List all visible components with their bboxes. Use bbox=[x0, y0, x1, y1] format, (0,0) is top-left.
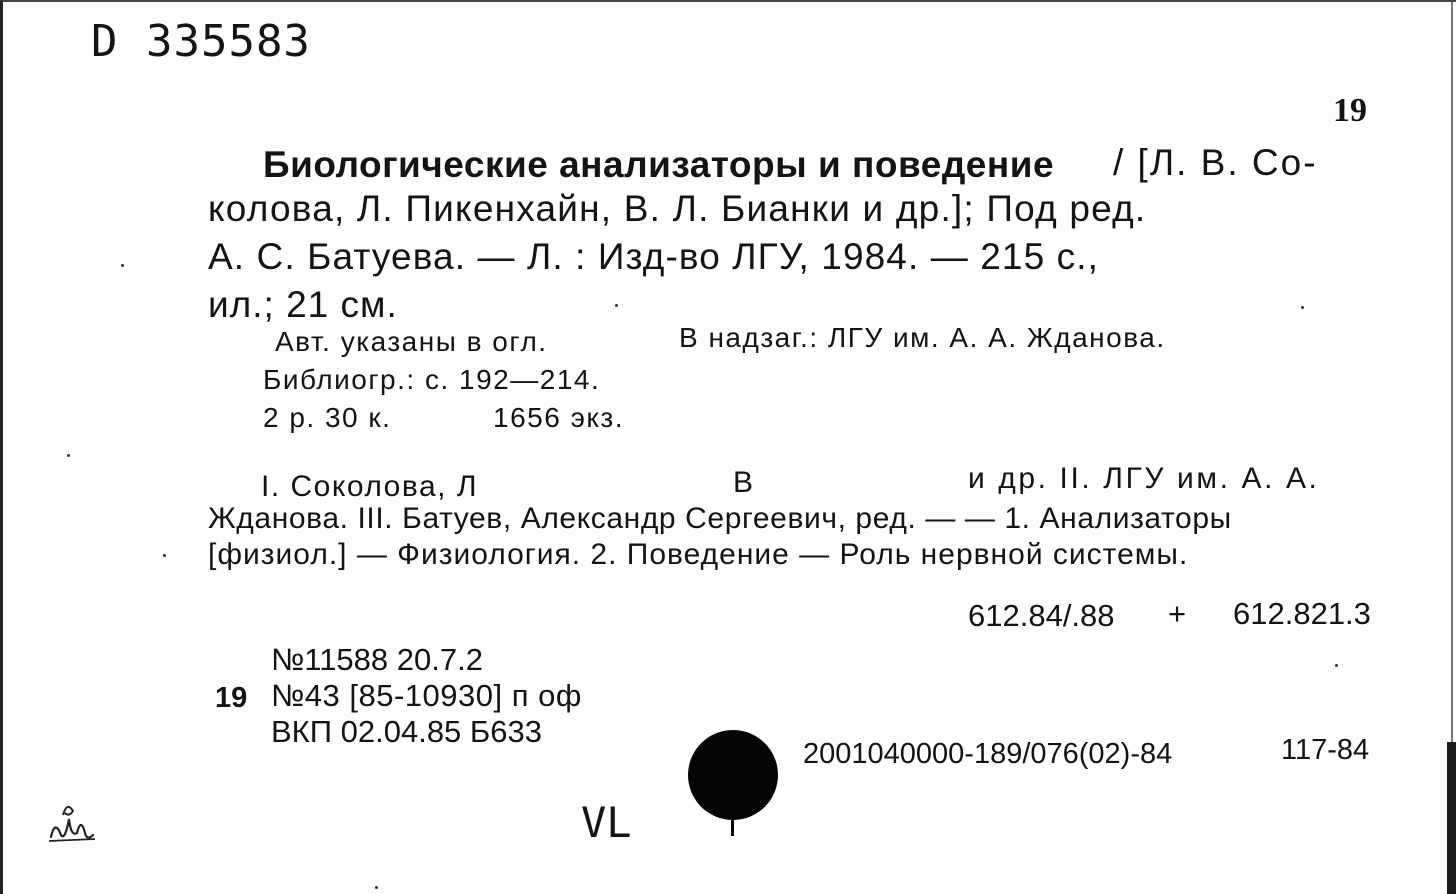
udc-plus: + bbox=[1168, 596, 1187, 631]
tracing-line-1b: В bbox=[733, 466, 754, 499]
registry-line-3: ВКП 02.04.85 Б633 bbox=[271, 714, 542, 749]
note-bibliography: Библиогр.: с. 192—214. bbox=[263, 364, 601, 395]
code-number: 2001040000-189/076(02)-84 bbox=[803, 738, 1173, 770]
tracing-line-1a: I. Соколова, Л bbox=[261, 470, 479, 503]
speck bbox=[1335, 664, 1338, 667]
speck bbox=[615, 304, 618, 307]
tracing-line-1c: и др. II. ЛГУ им. А. А. bbox=[968, 462, 1320, 495]
speck bbox=[67, 454, 70, 457]
punch-hole-tail bbox=[731, 814, 734, 836]
note-authors: Авт. указаны в огл. bbox=[275, 326, 548, 357]
note-price: 2 р. 30 к. bbox=[263, 402, 392, 433]
udc-secondary: 612.821.3 bbox=[1233, 596, 1371, 631]
udc-primary: 612.84/.88 bbox=[968, 598, 1115, 633]
speck bbox=[1301, 306, 1304, 309]
note-print-run: 1656 экз. bbox=[493, 402, 625, 433]
speck bbox=[375, 886, 378, 889]
speck bbox=[163, 554, 166, 557]
description-line-2: колова, Л. Пикенхайн, В. Л. Бианки и др.]; Под ред. bbox=[208, 188, 1147, 229]
registry-line-1: №11588 20.7.2 bbox=[271, 642, 483, 677]
code-index: 117-84 bbox=[1281, 734, 1370, 766]
tracing-line-2: Жданова. III. Батуев, Александр Сергеевич, ред. — — 1. Анализаторы bbox=[208, 502, 1232, 535]
note-header-title: В надзаг.: ЛГУ им. А. А. Жданова. bbox=[679, 322, 1166, 353]
speck bbox=[121, 264, 124, 267]
tracing-line-3: [физиол.] — Физиология. 2. Поведение — Роль нервной системы. bbox=[208, 538, 1189, 571]
registry-prefix: 19 bbox=[215, 682, 248, 714]
book-title: Биологические анализаторы и поведение bbox=[263, 144, 1055, 185]
card-edge-shadow bbox=[1447, 742, 1456, 894]
stamp-vl: VL bbox=[581, 798, 632, 847]
description-line-4: ил.; 21 см. bbox=[208, 284, 398, 325]
punch-hole bbox=[688, 730, 778, 820]
corner-number: 19 bbox=[1333, 92, 1367, 129]
description-line-1: / [Л. В. Со- bbox=[1113, 142, 1318, 183]
registry-line-2: №43 [85-10930] п оф bbox=[271, 678, 582, 713]
accession-number: D 335583 bbox=[91, 16, 311, 67]
handwritten-mark-icon bbox=[41, 797, 101, 847]
description-line-3: А. С. Батуева. — Л. : Изд-во ЛГУ, 1984. — 215 с., bbox=[208, 236, 1099, 277]
